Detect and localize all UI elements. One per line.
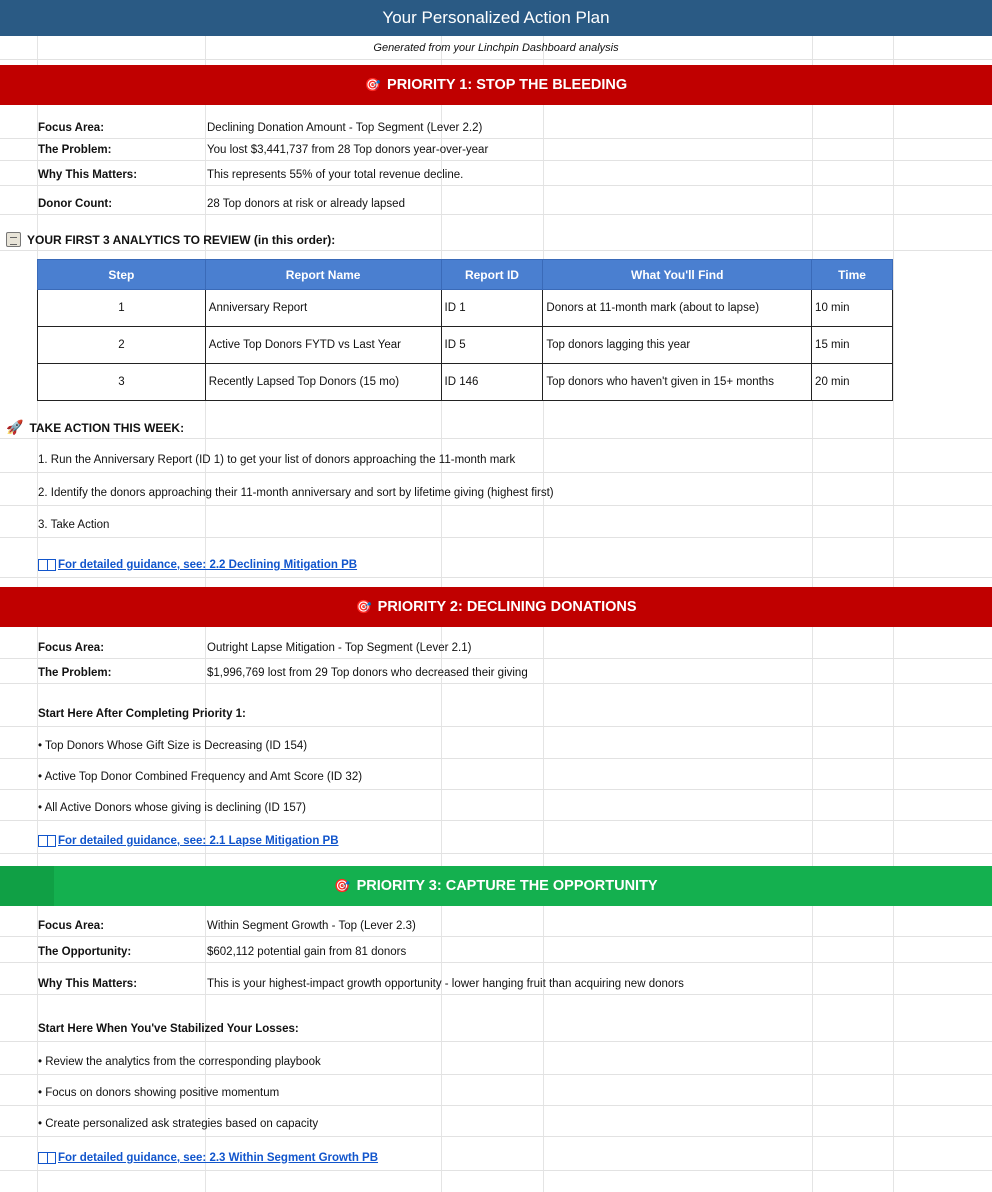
list-item: • Top Donors Whose Gift Size is Decreasing (ID 154)	[0, 733, 992, 759]
p3-opportunity-label: The Opportunity:	[38, 945, 132, 958]
p2-guidance-link[interactable]: For detailed guidance, see: 2.1 Lapse Mitigation PB	[58, 834, 339, 847]
clipboard-icon	[6, 232, 21, 247]
priority-3-title: PRIORITY 3: CAPTURE THE OPPORTUNITY	[356, 878, 658, 894]
p2-focus-row	[0, 637, 992, 659]
target-icon: 🎯	[334, 878, 351, 893]
table-row	[38, 290, 893, 327]
col-header-time: Time	[812, 260, 893, 290]
p2-focus-value: Outright Lapse Mitigation - Top Segment (Lever 2.1)	[207, 641, 472, 654]
p1-count-value: 28 Top donors at risk or already lapsed	[207, 197, 405, 210]
p1-problem-row	[0, 139, 992, 161]
priority-1-banner	[0, 65, 992, 105]
list-item: • Active Top Donor Combined Frequency and Amt Score (ID 32)	[0, 764, 992, 790]
cell-step: 3	[38, 364, 206, 401]
table-row	[38, 364, 893, 401]
analytics-table	[37, 259, 893, 401]
cell-what-youll-find: Top donors who haven't given in 15+ months	[543, 364, 812, 401]
p3-why-value: This is your highest-impact growth opportunity - lower hanging fruit than acquiring new donors	[207, 977, 684, 990]
p1-count-row	[0, 193, 992, 215]
priority-2-banner	[0, 587, 992, 627]
list-item: • Focus on donors showing positive momentum	[0, 1080, 992, 1106]
p3-focus-row	[0, 915, 992, 937]
p1-problem-value: You lost $3,441,737 from 28 Top donors year-over-year	[207, 143, 489, 156]
p1-guidance-link[interactable]: For detailed guidance, see: 2.2 Declining Mitigation PB	[58, 558, 358, 571]
p3-guidance-link[interactable]: For detailed guidance, see: 2.3 Within Segment Growth PB	[58, 1151, 379, 1164]
p3-start-heading: Start Here When You've Stabilized Your Losses:	[0, 1016, 992, 1042]
p1-guidance-link-row	[0, 552, 992, 578]
page-title	[0, 0, 992, 36]
p2-start-heading: Start Here After Completing Priority 1:	[0, 701, 992, 727]
p2-problem-row	[0, 662, 992, 684]
book-icon	[38, 1152, 56, 1164]
p1-problem-label: The Problem:	[38, 143, 112, 156]
cell-report-name: Active Top Donors FYTD vs Last Year	[205, 327, 441, 364]
cell-what-youll-find: Top donors lagging this year	[543, 327, 812, 364]
target-icon: 🎯	[364, 77, 382, 92]
cell-report-id: ID 5	[441, 327, 543, 364]
table-row	[38, 327, 893, 364]
cell-step: 1	[38, 290, 206, 327]
cell-report-name: Anniversary Report	[205, 290, 441, 327]
cell-report-name: Recently Lapsed Top Donors (15 mo)	[205, 364, 441, 401]
priority-2-title: PRIORITY 2: DECLINING DONATIONS	[377, 599, 637, 615]
p2-problem-label: The Problem:	[38, 666, 112, 679]
col-header-report-name: Report Name	[205, 260, 441, 290]
cell-time: 10 min	[812, 290, 893, 327]
p2-focus-label: Focus Area:	[38, 641, 105, 654]
p3-why-row	[0, 973, 992, 995]
cell-step: 2	[38, 327, 206, 364]
cell-time: 15 min	[812, 327, 893, 364]
p3-guidance-link-row	[0, 1145, 992, 1171]
p3-focus-label: Focus Area:	[38, 919, 105, 932]
rocket-icon: 🚀	[6, 419, 24, 435]
list-item: • All Active Donors whose giving is declining (ID 157)	[0, 795, 992, 821]
p1-focus-value: Declining Donation Amount - Top Segment (Lever 2.2)	[207, 121, 483, 134]
list-item: • Review the analytics from the corresponding playbook	[0, 1049, 992, 1075]
col-header-what-youll-find: What You'll Find	[543, 260, 812, 290]
p3-why-label: Why This Matters:	[38, 977, 138, 990]
col-header-step: Step	[38, 260, 206, 290]
action-heading-text: TAKE ACTION THIS WEEK:	[29, 420, 185, 435]
list-item: • Create personalized ask strategies based on capacity	[0, 1111, 992, 1137]
analytics-heading-text: YOUR FIRST 3 ANALYTICS TO REVIEW (in this order):	[27, 232, 336, 247]
p3-opportunity-row	[0, 941, 992, 963]
banner-notch	[0, 866, 54, 906]
list-item: 1. Run the Anniversary Report (ID 1) to get your list of donors approaching the 11-month mark	[0, 447, 992, 473]
book-icon	[38, 835, 56, 847]
target-icon: 🎯	[355, 599, 372, 614]
cell-what-youll-find: Donors at 11-month mark (about to lapse)	[543, 290, 812, 327]
cell-report-id: ID 146	[441, 364, 543, 401]
priority-3-banner	[0, 866, 992, 906]
p1-why-value: This represents 55% of your total revenue decline.	[207, 168, 464, 181]
p2-problem-value: $1,996,769 lost from 29 Top donors who decreased their giving	[207, 666, 528, 679]
analytics-heading	[0, 229, 992, 251]
p1-focus-row	[0, 117, 992, 139]
table-header-row	[38, 260, 893, 290]
priority-1-title: PRIORITY 1: STOP THE BLEEDING	[387, 77, 628, 93]
col-header-report-id: Report ID	[441, 260, 543, 290]
list-item: 2. Identify the donors approaching their 11-month anniversary and sort by lifetime giving (highest first)	[0, 480, 992, 506]
cell-time: 20 min	[812, 364, 893, 401]
page-title-text: Your Personalized Action Plan	[382, 8, 610, 27]
p3-opportunity-value: $602,112 potential gain from 81 donors	[207, 945, 407, 958]
p1-why-row	[0, 164, 992, 186]
book-icon	[38, 559, 56, 571]
p2-guidance-link-row	[0, 828, 992, 854]
p3-focus-value: Within Segment Growth - Top (Lever 2.3)	[207, 919, 416, 932]
p1-focus-label: Focus Area:	[38, 121, 105, 134]
p1-count-label: Donor Count:	[38, 197, 113, 210]
list-item: 3. Take Action	[0, 512, 992, 538]
p1-why-label: Why This Matters:	[38, 168, 138, 181]
page-subtitle: Generated from your Linchpin Dashboard analysis	[0, 36, 992, 60]
action-heading	[0, 417, 992, 439]
cell-report-id: ID 1	[441, 290, 543, 327]
